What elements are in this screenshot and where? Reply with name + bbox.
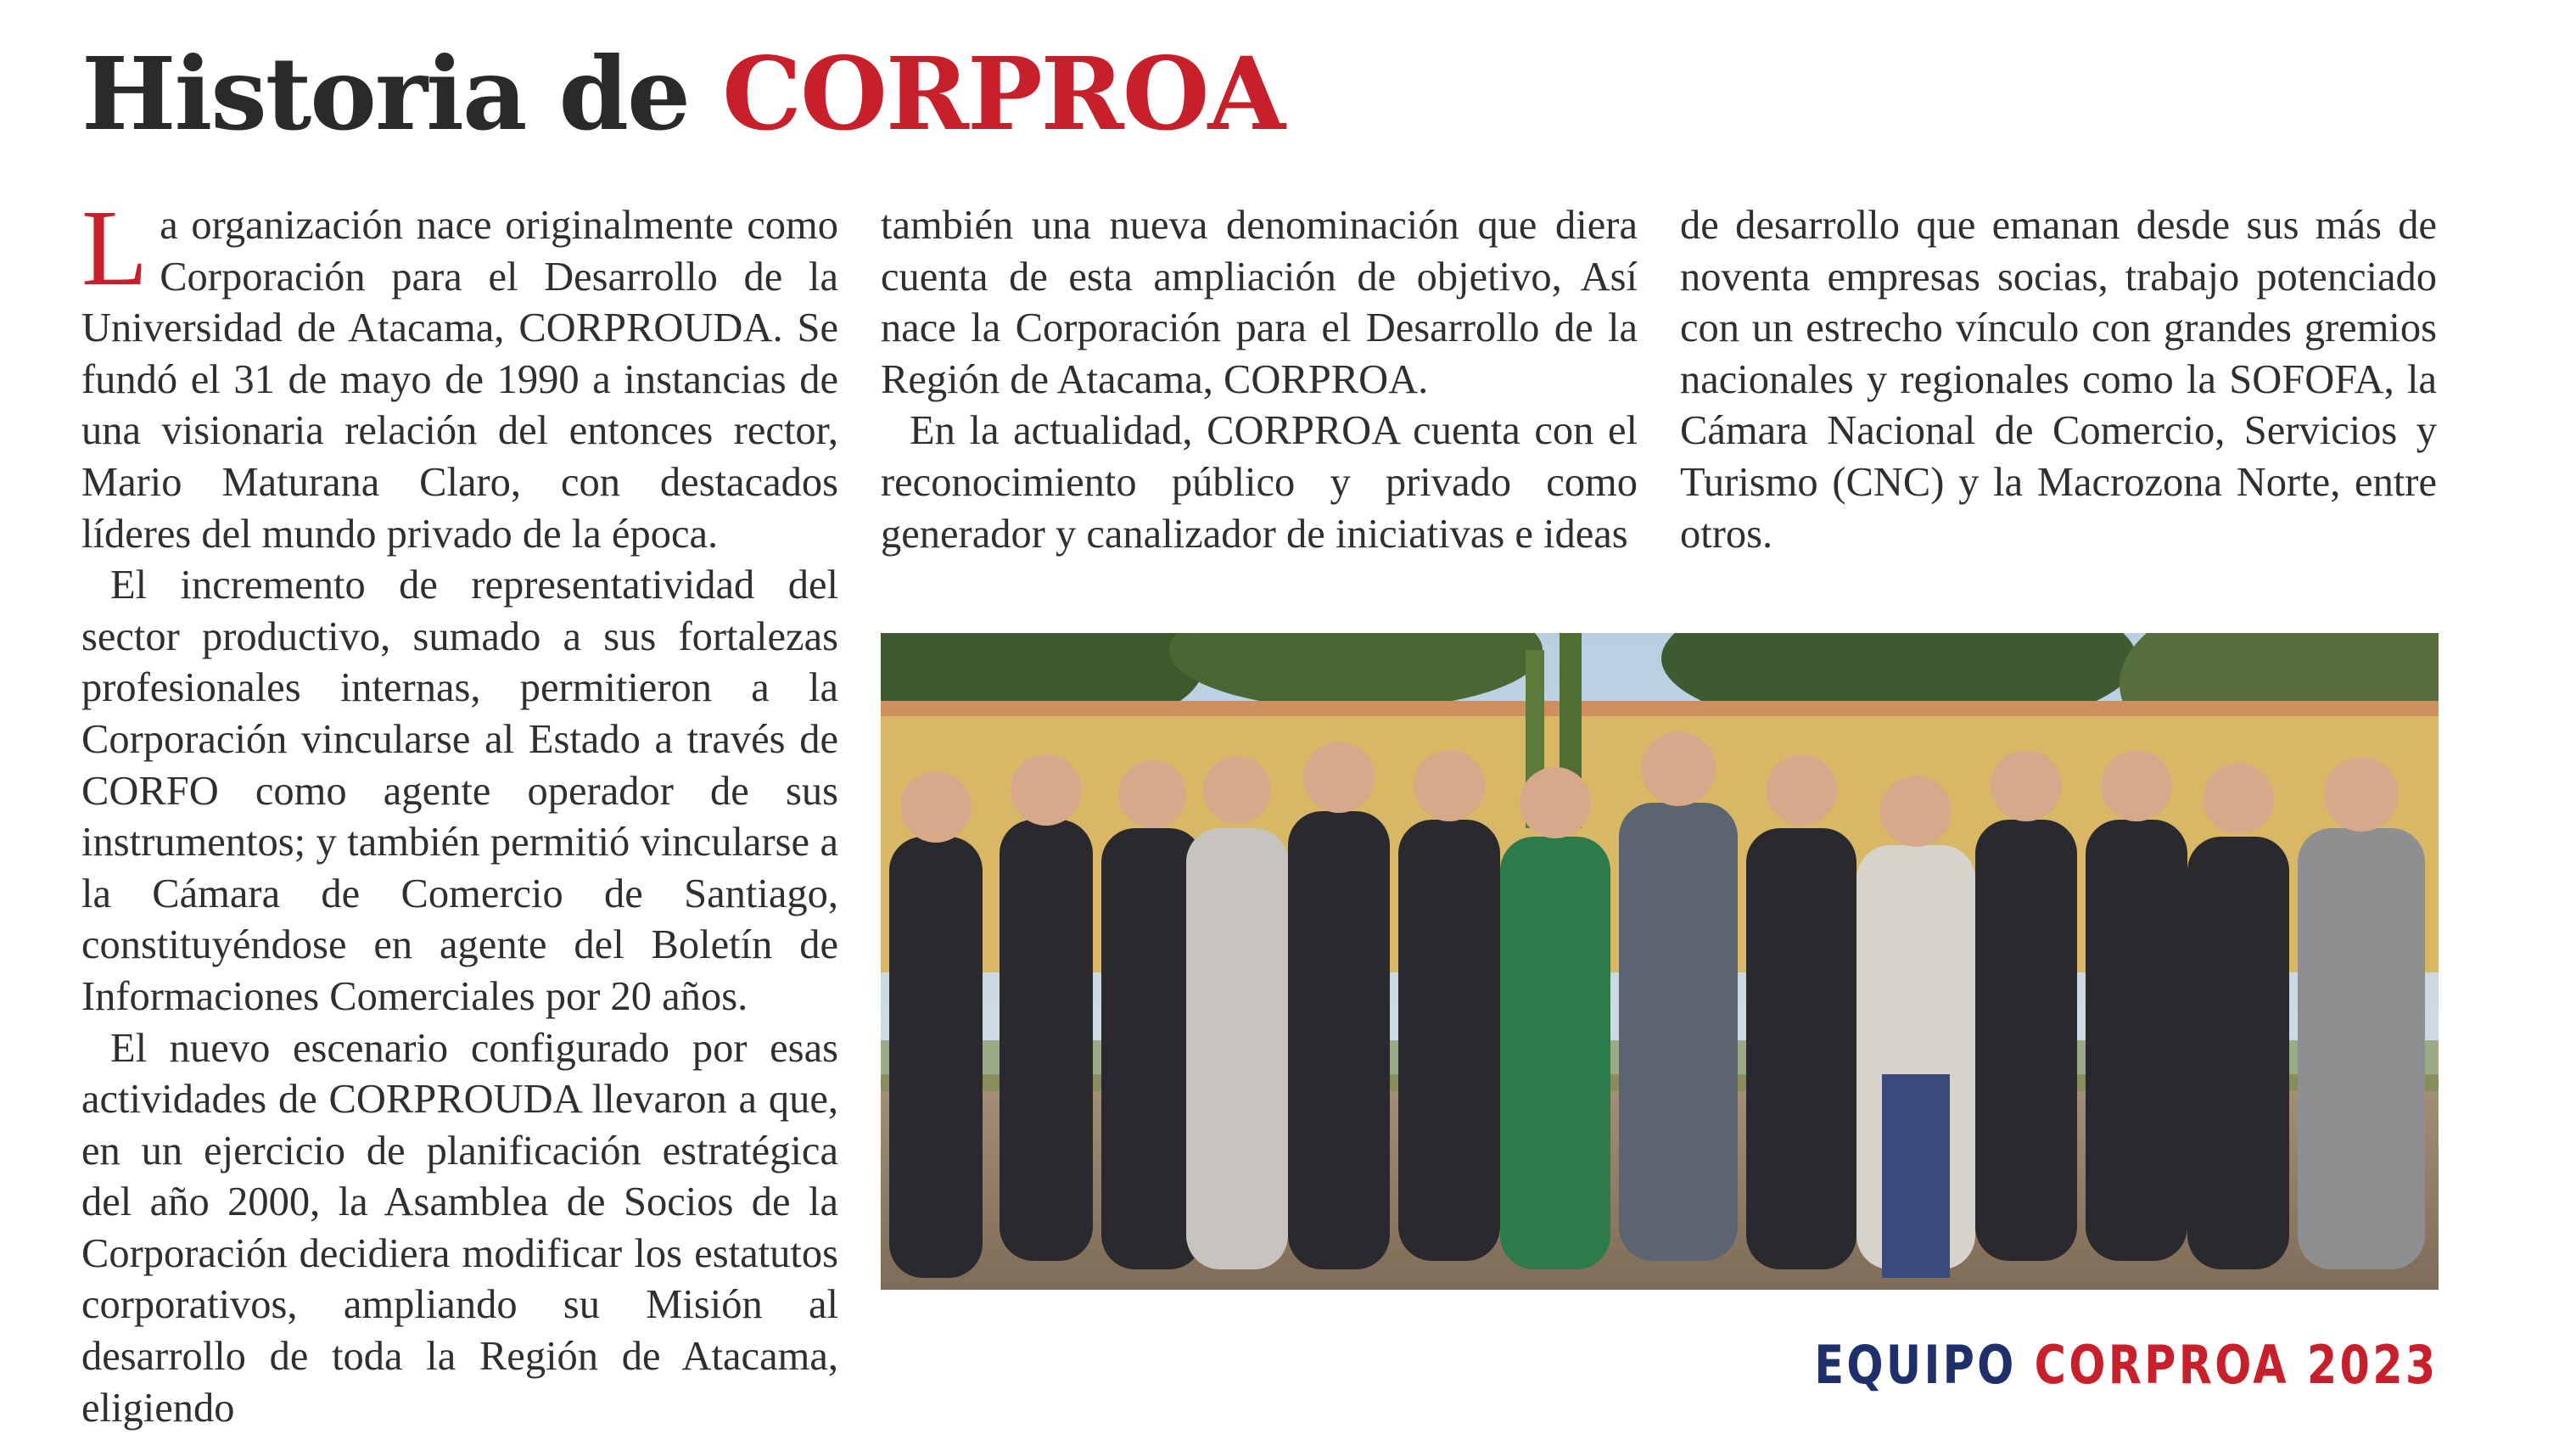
caption-part-2: CORPROA 2023 <box>2035 1334 2439 1396</box>
text-column-3 <box>1680 200 2437 560</box>
caption-part-1: EQUIPO <box>1815 1334 2035 1396</box>
title-accent: CORPROA <box>722 35 1284 153</box>
paragraph-2: El incremento de representatividad del sector productivo, sumado a sus fortalezas profesionales internas, permitieron a la Corporación vincularse al Estado a través de CORFO como agente operador de sus instrumentos; y también permitió vincularse a la Cámara de Comercio de Santiago, constituyéndose en agente del Boletín de Informaciones Comerciales por 20 años. <box>81 560 838 1022</box>
paragraph-1-text: a organización nace originalmente como Corporación para el Desarrollo de la Universidad de Atacama, CORPROUDA. Se fundó el 31 de mayo de 1990 a instancias de una visionaria relación del entonces rector, Mario Maturana Claro, con destacados líderes del mundo privado de la época. <box>81 203 838 557</box>
paragraph-1 <box>81 200 838 560</box>
team-photo <box>881 633 2439 1290</box>
drop-cap: L <box>81 204 148 292</box>
paragraph-5: En la actualidad, CORPROA cuenta con el reconocimiento público y privado como generador y canalizador de iniciativas e ideas <box>881 406 1638 560</box>
title-main: Historia de <box>81 35 722 153</box>
article-title <box>81 39 1284 149</box>
paragraph-6: de desarrollo que emanan desde sus más de noventa empresas socias, trabajo potenciado con un estrecho vínculo con grandes gremios nacionales y regionales como la SOFOFA, la Cámara Nacional de Comercio, Servicios y Turismo (CNC) y la Macrozona Norte, entre otros. <box>1680 200 2437 560</box>
team-photo-illustration <box>881 633 2439 1290</box>
text-column-2 <box>881 200 1638 560</box>
paragraph-4: también una nueva denominación que diera cuenta de esta ampliación de objetivo, Así nace la Corporación para el Desarrollo de la Región de Atacama, CORPROA. <box>881 200 1638 406</box>
photo-caption <box>1815 1334 2439 1396</box>
text-column-1 <box>81 200 838 1434</box>
paragraph-3: El nuevo escenario configurado por esas actividades de CORPROUDA llevaron a que, en un ejercicio de planificación estratégica del año 2000, la Asamblea de Socios de la Corporación decidiera modificar los estatutos corporativos, ampliando su Misión al desarrollo de toda la Región de Atacama, eligiendo <box>81 1023 838 1434</box>
